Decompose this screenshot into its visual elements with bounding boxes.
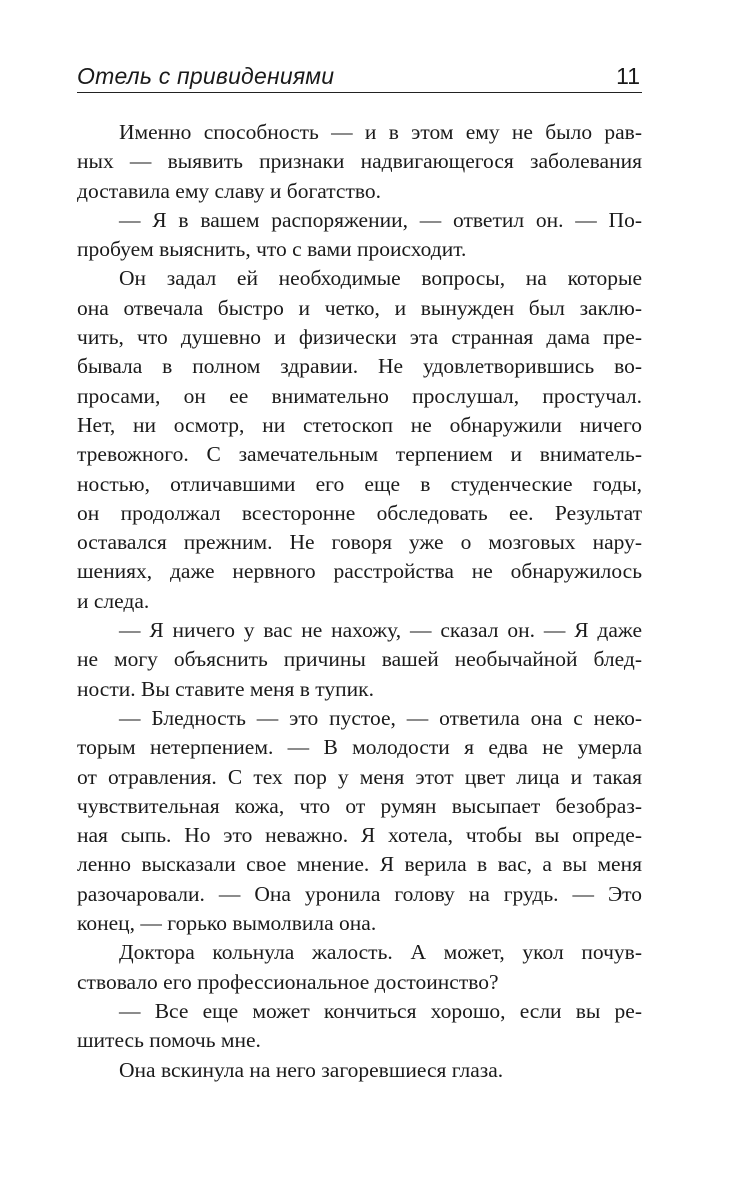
text-line: ностью, отличавшими его еще в студенческие годы, bbox=[77, 471, 642, 496]
text-line: ствовало его профессиональное достоинство? bbox=[77, 969, 499, 994]
text-line: бывала в полном здравии. Не удовлетворившись во- bbox=[77, 354, 642, 379]
text-line: и следа. bbox=[77, 588, 150, 613]
paragraph bbox=[77, 938, 642, 997]
text-line: оставался прежним. Не говоря уже о мозговых нару- bbox=[77, 530, 642, 555]
text-line: разочаровали. — Она уронила голову на грудь. — Это bbox=[77, 881, 642, 906]
paragraph bbox=[77, 118, 642, 206]
paragraph bbox=[77, 704, 642, 938]
text-line: Именно способность — и в этом ему не было рав- bbox=[119, 120, 642, 144]
text-line: ная сыпь. Но это неважно. Я хотела, чтобы вы опреде- bbox=[77, 823, 642, 848]
book-title: Отель с привидениями bbox=[77, 63, 335, 89]
text-line: она отвечала быстро и четко, и вынужден был заклю- bbox=[77, 295, 642, 320]
text-line: пробуем выяснить, что с вами происходит. bbox=[77, 237, 467, 262]
text-line: он продолжал всесторонне обследовать ее. Результат bbox=[77, 500, 642, 525]
text-line: ных — выявить признаки надвигающегося заболевания bbox=[77, 149, 642, 174]
text-line: Он задал ей необходимые вопросы, на которые bbox=[119, 266, 642, 291]
text-line: не могу объяснить причины вашей необычайной блед- bbox=[77, 647, 642, 672]
text-line: шениях, даже нервного расстройства не обнаружилось bbox=[77, 559, 642, 584]
page-number: 11 bbox=[616, 63, 640, 89]
book-page bbox=[77, 58, 642, 1085]
text-line: от отравления. С тех пор у меня этот цвет лица и такая bbox=[77, 764, 642, 789]
text-line: — Бледность — это пустое, — ответила она с неко- bbox=[119, 705, 642, 730]
text-line: ленно высказали свое мнение. Я верила в вас, а вы меня bbox=[77, 852, 642, 877]
text-line: Нет, ни осмотр, ни стетоскоп не обнаружили ничего bbox=[77, 412, 642, 437]
paragraph bbox=[77, 264, 642, 616]
text-line: торым нетерпением. — В молодости я едва не умерла bbox=[77, 735, 642, 760]
text-line: Она вскинула на него загоревшиеся глаза. bbox=[119, 1057, 504, 1082]
paragraph bbox=[77, 997, 642, 1056]
running-header bbox=[77, 58, 642, 93]
text-line: ности. Вы ставите меня в тупик. bbox=[77, 676, 375, 701]
text-line: — Все еще может кончиться хорошо, если вы ре- bbox=[119, 998, 642, 1023]
text-line: просами, он ее внимательно прослушал, простучал. bbox=[77, 383, 642, 408]
text-line: — Я ничего у вас не нахожу, — сказал он. — Я даже bbox=[119, 618, 642, 643]
body-text bbox=[77, 118, 642, 1085]
text-line: чить, что душевно и физически эта странная дама пре- bbox=[77, 325, 642, 350]
text-line: доставила ему славу и богатство. bbox=[77, 178, 382, 203]
text-line: шитесь помочь мне. bbox=[77, 1028, 261, 1053]
text-line: тревожного. С замечательным терпением и вниматель- bbox=[77, 442, 642, 467]
text-line: чувствительная кожа, что от румян высыпает безобраз- bbox=[77, 793, 642, 818]
text-line: Доктора кольнула жалость. А может, укол почув- bbox=[119, 940, 642, 965]
paragraph bbox=[77, 206, 642, 265]
text-line: конец, — горько вымолвила она. bbox=[77, 911, 377, 936]
paragraph bbox=[77, 616, 642, 704]
paragraph bbox=[77, 1056, 642, 1085]
text-line: — Я в вашем распоряжении, — ответил он. — По- bbox=[119, 207, 642, 232]
